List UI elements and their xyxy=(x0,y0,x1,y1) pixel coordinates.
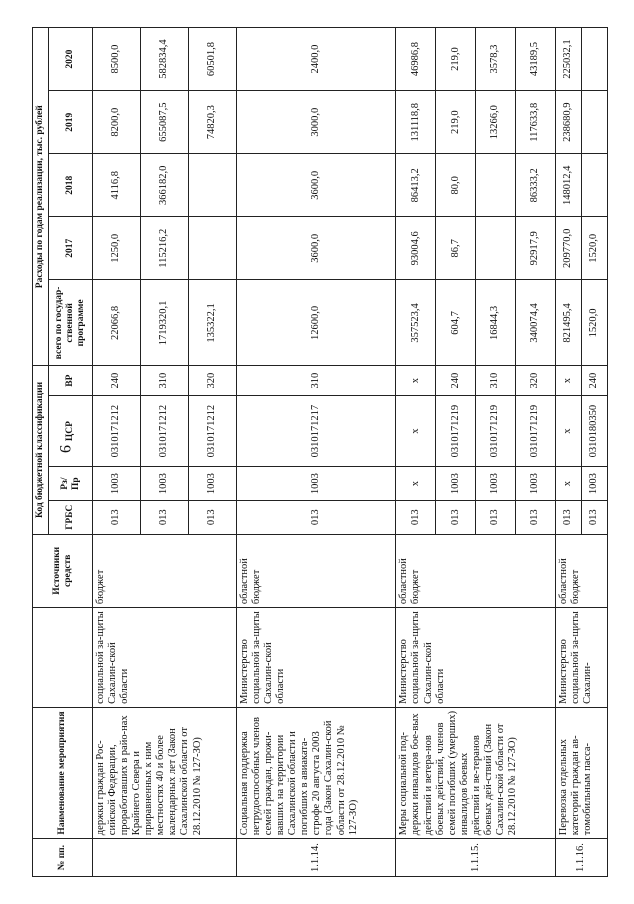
cell-y2020: 43189,5 xyxy=(515,28,555,91)
cell-rzpr: х xyxy=(555,467,581,501)
header-rzpr: Рз/ Пр xyxy=(49,467,93,501)
cell-vr: 240 xyxy=(93,366,141,395)
table-body xyxy=(93,28,608,877)
header-expenses: Расходы по годам реализации, тыс. рублей xyxy=(33,28,49,366)
cell-y2019: 13266,0 xyxy=(476,91,516,154)
cell-y2019: 238680,9 xyxy=(555,91,581,154)
cell-grbs: 013 xyxy=(515,500,555,534)
cell-rzpr: 1003 xyxy=(237,467,396,501)
cell-total: 1520,0 xyxy=(581,280,607,366)
cell-y2018 xyxy=(476,154,516,217)
cell-y2019: 655087,5 xyxy=(141,91,189,154)
cell-y2020: 582834,4 xyxy=(141,28,189,91)
cell-rzpr: 1003 xyxy=(515,467,555,501)
cell-total: 22066,8 xyxy=(93,280,141,366)
cell-vr: 240 xyxy=(436,366,476,395)
cell-y2020: 3578,3 xyxy=(476,28,516,91)
cell-y2017: 3600,0 xyxy=(237,217,396,280)
row-source: областной бюджет xyxy=(237,534,396,608)
header-2018: 2018 xyxy=(49,154,93,217)
cell-grbs: 013 xyxy=(476,500,516,534)
cell-grbs: 013 xyxy=(237,500,396,534)
cell-grbs: 013 xyxy=(93,500,141,534)
cell-csr: 0310171212 xyxy=(141,395,189,466)
cell-grbs: 013 xyxy=(555,500,581,534)
row-num: 1.1.16. xyxy=(555,839,607,877)
cell-y2019: 3000,0 xyxy=(237,91,396,154)
cell-vr: 310 xyxy=(476,366,516,395)
cell-grbs: 013 xyxy=(436,500,476,534)
cell-y2017: 1520,0 xyxy=(581,217,607,280)
cell-y2020: 46986,8 xyxy=(396,28,436,91)
row-executor: социальной за-щиты Сахалин-ской области xyxy=(93,608,237,708)
cell-y2020: 8500,0 xyxy=(93,28,141,91)
cell-total: 821495,4 xyxy=(555,280,581,366)
cell-rzpr: 1003 xyxy=(141,467,189,501)
cell-rzpr: 1003 xyxy=(476,467,516,501)
row-name: Перевозка отдельных категорий граждан ав-томобильным пасса- xyxy=(555,707,607,838)
header-name: Наименование мероприятия xyxy=(33,707,93,838)
cell-csr: 0310171219 xyxy=(436,395,476,466)
cell-y2020: 2400,0 xyxy=(237,28,396,91)
cell-rzpr: 1003 xyxy=(436,467,476,501)
table-row xyxy=(237,28,396,877)
header-2017: 2017 xyxy=(49,217,93,280)
cell-csr: 0310171219 xyxy=(515,395,555,466)
cell-y2020 xyxy=(581,28,607,91)
cell-vr: 320 xyxy=(189,366,237,395)
cell-grbs: 013 xyxy=(141,500,189,534)
cell-y2020: 60501,8 xyxy=(189,28,237,91)
row-source: бюджет xyxy=(93,534,237,608)
cell-y2018 xyxy=(189,154,237,217)
table-row xyxy=(396,28,436,877)
header-csr: ЦСР xyxy=(49,395,93,466)
row-executor: Министерство социальной за-щиты Сахалин-ской области xyxy=(396,608,555,708)
header-grbs: ГРБС xyxy=(49,500,93,534)
cell-total: 12600,0 xyxy=(237,280,396,366)
cell-y2018: 4116,8 xyxy=(93,154,141,217)
cell-vr: 320 xyxy=(515,366,555,395)
cell-y2019: 131118,8 xyxy=(396,91,436,154)
row-name: Меры социальной под-держки инвалидов бое-вых действий и ветера-нов боевых действий, членов семей погибших (умерших) инвалидов боевых действий и ве-теранов боевых дей-ствий (Закон Сахалин-ской области от 28.12.2010 № 127-ЗО) xyxy=(396,707,555,838)
cell-total: 1719320,1 xyxy=(141,280,189,366)
cell-y2019: 219,0 xyxy=(436,91,476,154)
cell-rzpr: 1003 xyxy=(189,467,237,501)
cell-y2017: 93004,6 xyxy=(396,217,436,280)
budget-table xyxy=(32,27,608,877)
cell-vr: 310 xyxy=(141,366,189,395)
cell-y2017: 92917,9 xyxy=(515,217,555,280)
row-num: 1.1.15. xyxy=(396,839,555,877)
row-num xyxy=(93,839,237,877)
cell-total: 357523,4 xyxy=(396,280,436,366)
cell-vr: х xyxy=(555,366,581,395)
header-2019: 2019 xyxy=(49,91,93,154)
cell-y2017: 1250,0 xyxy=(93,217,141,280)
table-row xyxy=(93,28,141,877)
header-vr: ВР xyxy=(49,366,93,395)
cell-csr: х xyxy=(396,395,436,466)
cell-total: 16844,3 xyxy=(476,280,516,366)
header-total: всего по государ-ственной программе xyxy=(49,280,93,366)
cell-y2018: 3600,0 xyxy=(237,154,396,217)
cell-rzpr: 1003 xyxy=(93,467,141,501)
header-2020: 2020 xyxy=(49,28,93,91)
cell-y2019: 74820,3 xyxy=(189,91,237,154)
table-row xyxy=(555,28,581,877)
cell-y2020: 219,0 xyxy=(436,28,476,91)
cell-total: 340074,4 xyxy=(515,280,555,366)
header-source: Источники средств xyxy=(33,534,93,608)
cell-csr: х xyxy=(555,395,581,466)
cell-grbs: 013 xyxy=(189,500,237,534)
cell-y2018: 148012,4 xyxy=(555,154,581,217)
cell-csr: 0310171219 xyxy=(476,395,516,466)
page-number: 9 xyxy=(56,445,73,453)
cell-y2018: 86413,2 xyxy=(396,154,436,217)
cell-rzpr: 1003 xyxy=(581,467,607,501)
cell-vr: 310 xyxy=(237,366,396,395)
header-budget-code: Код бюджетной классификации xyxy=(33,366,49,534)
cell-vr: 240 xyxy=(581,366,607,395)
row-executor: Министерство социальной за-щиты Сахалин-ской области xyxy=(237,608,396,708)
row-source: областной бюджет xyxy=(396,534,555,608)
cell-csr: 0310171212 xyxy=(93,395,141,466)
cell-y2018 xyxy=(581,154,607,217)
cell-csr: 0310180350 xyxy=(581,395,607,466)
cell-y2019: 8200,0 xyxy=(93,91,141,154)
cell-y2020: 225032,1 xyxy=(555,28,581,91)
cell-csr: 0310171212 xyxy=(189,395,237,466)
cell-y2019 xyxy=(581,91,607,154)
cell-y2017 xyxy=(189,217,237,280)
cell-y2018: 86333,2 xyxy=(515,154,555,217)
cell-y2017: 209770,0 xyxy=(555,217,581,280)
cell-total: 135322,1 xyxy=(189,280,237,366)
header-exec xyxy=(33,608,93,708)
rotated-table-container xyxy=(32,27,608,877)
row-name: Социальная поддержка нетрудоспособных членов семей граждан, прожи-вавших на территории Сахалинской области и погибших в авиаката-строфе 20 августа 2003 года (Закон Сахалин-ской области от 28.12.2010 № 127-ЗО) xyxy=(237,707,396,838)
row-name: держки граждан Рос-сийской Федерации, проработавших в райо-нах Крайнего Севера и приравненных к ним местностях 40 и более календарных лет (Закон Сахалинской области от 28.12.2010 № 127-ЗО) xyxy=(93,707,237,838)
cell-total: 604,7 xyxy=(436,280,476,366)
cell-grbs: 013 xyxy=(396,500,436,534)
row-executor: Министерство социальной за-щиты Сахалин- xyxy=(555,608,607,708)
cell-rzpr: х xyxy=(396,467,436,501)
cell-y2017 xyxy=(476,217,516,280)
row-num: 1.1.14. xyxy=(237,839,396,877)
cell-y2017: 115216,2 xyxy=(141,217,189,280)
cell-y2017: 86,7 xyxy=(436,217,476,280)
cell-grbs: 013 xyxy=(581,500,607,534)
row-source: областной бюджет xyxy=(555,534,607,608)
cell-csr: 0310171217 xyxy=(237,395,396,466)
cell-vr: х xyxy=(396,366,436,395)
cell-y2018: 80,0 xyxy=(436,154,476,217)
cell-y2019: 117633,8 xyxy=(515,91,555,154)
cell-y2018: 366182,0 xyxy=(141,154,189,217)
header-num: № пп. xyxy=(33,839,93,877)
